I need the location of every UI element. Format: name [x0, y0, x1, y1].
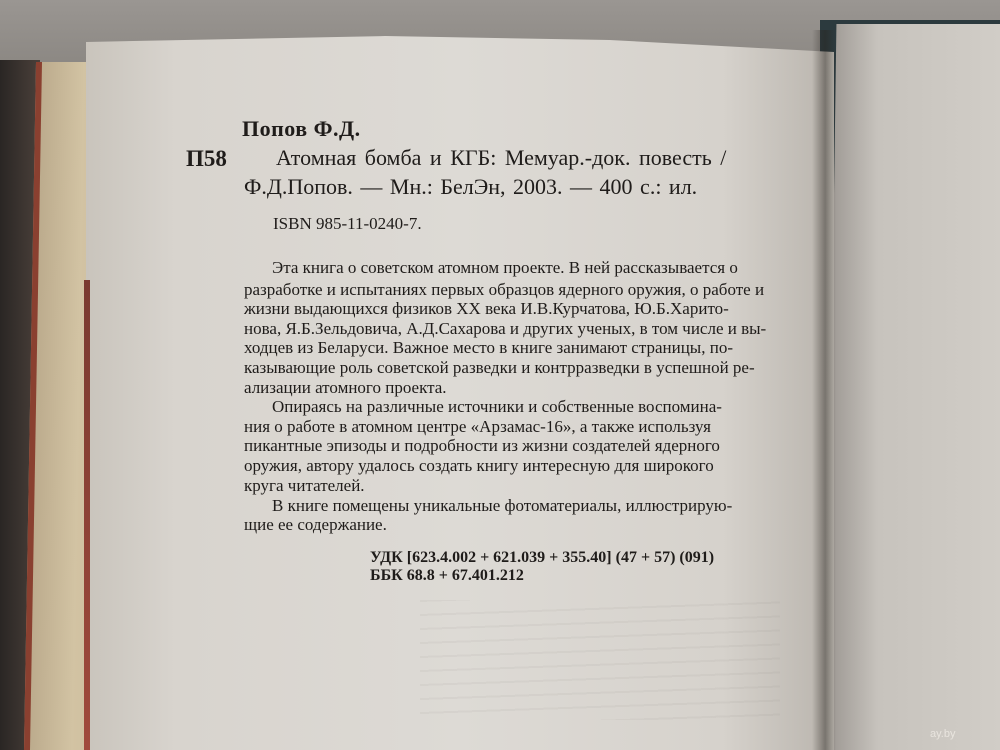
- publication-info: Ф.Д.Попов. — Мн.: БелЭн, 2003. — 400 с.: ил.: [244, 174, 698, 199]
- catalog-code: П58: [186, 146, 227, 171]
- book-title: Атомная бомба и КГБ: Мемуар.-док. повесть /: [276, 145, 727, 170]
- annotation-line: В книге помещены уникальные фотоматериалы, иллюстрирую-: [272, 496, 733, 515]
- isbn: ISBN 985-11-0240-7.: [273, 214, 422, 233]
- udk-classification: УДК [623.4.002 + 621.039 + 355.40] (47 + 57) (091): [370, 549, 715, 566]
- right-page: [826, 24, 1000, 750]
- watermark: ay.by: [930, 728, 956, 740]
- show-through-text: [420, 600, 780, 720]
- annotation-line: жизни выдающихся физиков XX века И.В.Курчатова, Ю.Б.Харито-: [244, 299, 729, 318]
- annotation-line: ния о работе в атомном центре «Арзамас-16», а также используя: [244, 417, 711, 436]
- annotation-line: Эта книга о советском атомном проекте. В ней рассказывается о: [272, 258, 738, 277]
- annotation-line: нова, Я.Б.Зельдовича, А.Д.Сахарова и других ученых, в том числе и вы-: [244, 319, 767, 338]
- annotation-line: ализации атомного проекта.: [244, 378, 447, 397]
- book-gutter: [812, 30, 836, 750]
- bbk-classification: ББК 68.8 + 67.401.212: [370, 567, 524, 584]
- annotation-line: щие ее содержание.: [244, 515, 387, 534]
- annotation-line: разработке и испытаниях первых образцов ядерного оружия, о работе и: [244, 280, 765, 299]
- annotation-line: круга читателей.: [244, 476, 365, 495]
- page-edge-color: [84, 280, 90, 750]
- annotation-line: Опираясь на различные источники и собственные воспомина-: [272, 397, 722, 416]
- annotation-line: пикантные эпизоды и подробности из жизни создателей ядерного: [244, 436, 720, 455]
- annotation-line: казывающие роль советской разведки и контрразведки в успешной ре-: [244, 358, 755, 377]
- annotation-line: оружия, автору удалось создать книгу интересную для широкого: [244, 456, 714, 475]
- book-author: Попов Ф.Д.: [242, 116, 361, 141]
- annotation-line: ходцев из Беларуси. Важное место в книге занимают страницы, по-: [244, 338, 733, 357]
